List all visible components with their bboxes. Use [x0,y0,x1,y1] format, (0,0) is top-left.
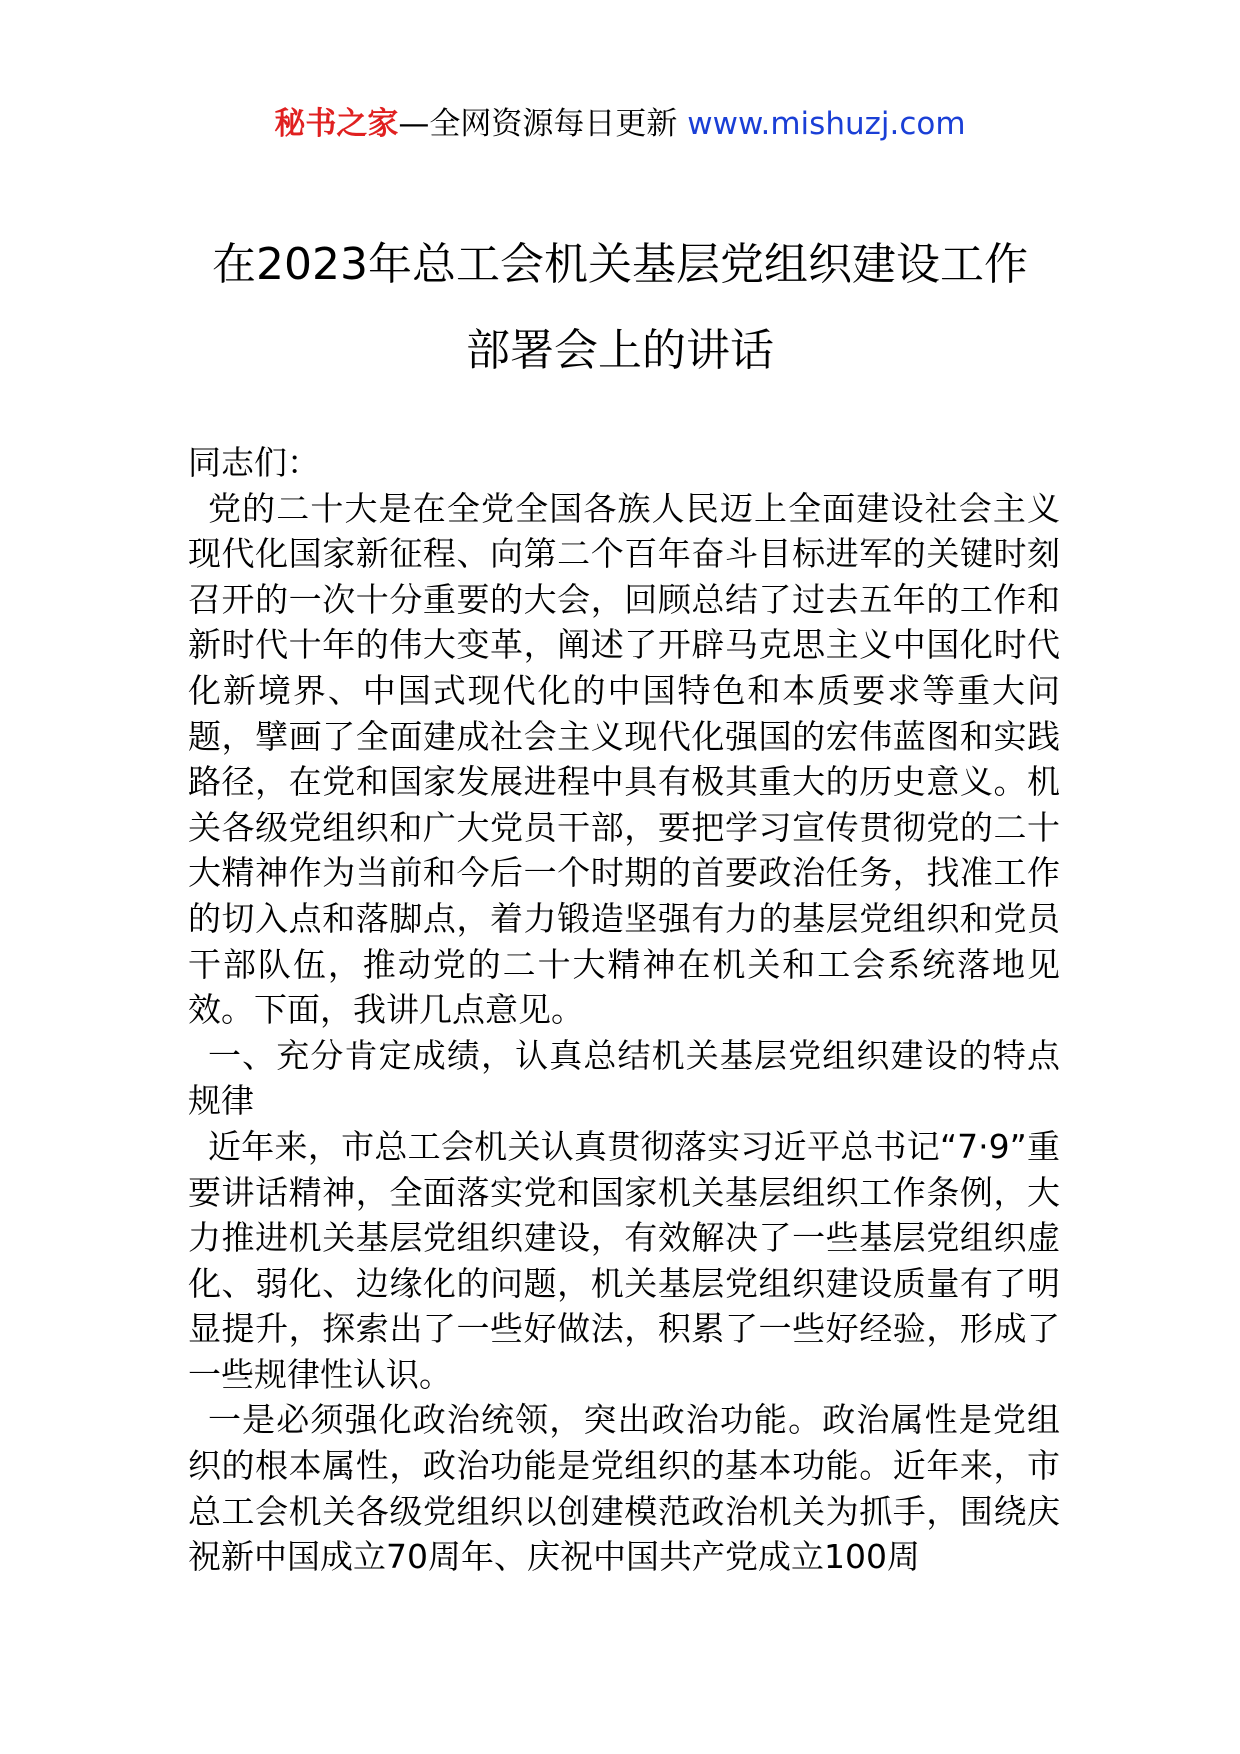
header-slogan: —全网资源每日更新 [398,106,678,142]
title-line-2: 部署会上的讲话 [466,325,774,376]
site-header [0,100,1240,148]
paragraph-point-1: 一是必须强化政治统领，突出政治功能。政治属性是党组织的根本属性，政治功能是党组织的基本功能。近年来，市总工会机关各级党组织以创建模范政治机关为抓手，围绕庆祝新中国成立70周年、庆祝中国共产党成立100周 [188,1400,1060,1577]
salutation: 同志们： [188,443,320,482]
document-body [188,440,1060,1580]
document-title [150,222,1090,394]
paragraph-intro: 党的二十大是在全党全国各族人民迈上全面建设社会主义现代化国家新征程、向第二个百年奋斗目标进军的关键时刻召开的一次十分重要的大会，回顾总结了过去五年的工作和新时代十年的伟大变革，阐述了开辟马克思主义中国化时代化新境界、中国式现代化的中国特色和本质要求等重大问题，擘画了全面建成社会主义现代化强国的宏伟蓝图和实践路径，在党和国家发展进程中具有极其重大的历史意义。机关各级党组织和广大党员干部，要把学习宣传贯彻党的二十大精神作为当前和今后一个时期的首要政治任务，找准工作的切入点和落脚点，着力锻造坚强有力的基层党组织和党员干部队伍，推动党的二十大精神在机关和工会系统落地见效。下面，我讲几点意见。 [188,488,1060,1030]
section-heading-1: 一、充分肯定成绩，认真总结机关基层党组织建设的特点规律 [188,1035,1060,1121]
site-url-link[interactable]: www.mishuzj.com [687,106,966,142]
brand-name: 秘书之家 [274,106,399,142]
paragraph-achievements: 近年来，市总工会机关认真贯彻落实习近平总书记“7·9”重要讲话精神，全面落实党和国家机关基层组织工作条例，大力推进机关基层党组织建设，有效解决了一些基层党组织虚化、弱化、边缘化的问题，机关基层党组织建设质量有了明显提升，探索出了一些好做法，积累了一些好经验，形成了一些规律性认识。 [188,1126,1060,1394]
title-line-1: 在2023年总工会机关基层党组织建设工作 [212,239,1028,290]
